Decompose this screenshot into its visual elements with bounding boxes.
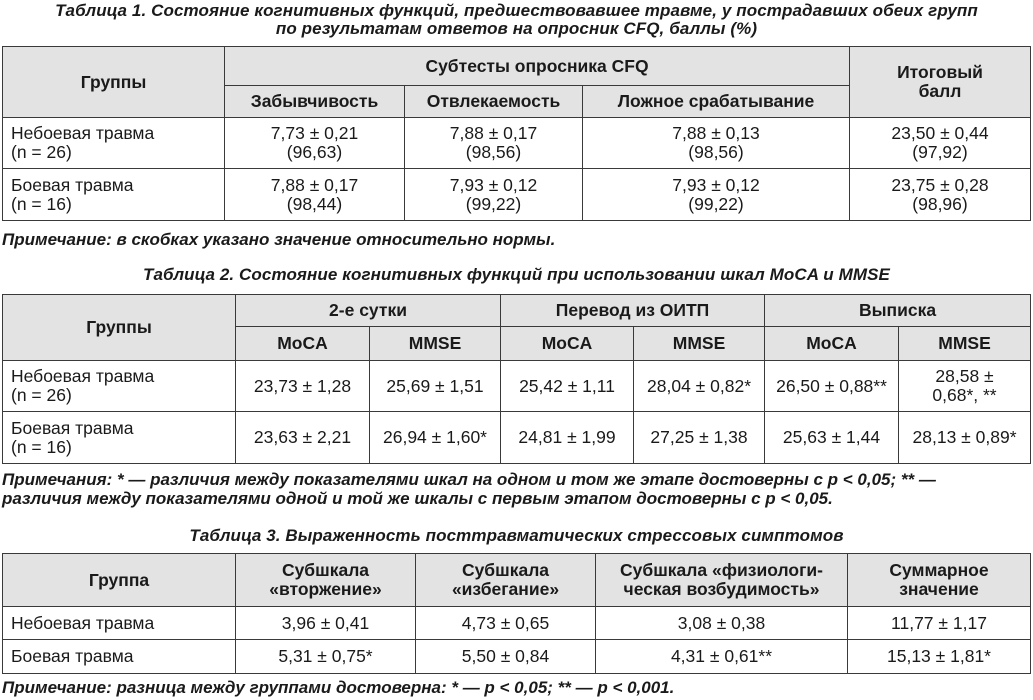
- table2-note-line2: различия между показателями одной и той же шкалы с первым этапом достоверны с p < 0,05.: [2, 489, 833, 508]
- table2-header-mmse: MMSE: [899, 327, 1031, 361]
- table3-caption: Таблица 3. Выраженность посттравматических стрессовых симптомов: [189, 526, 844, 545]
- row-group: Боевая травма: [3, 640, 236, 674]
- table-row: [3, 412, 1031, 464]
- table2-header-mmse: MMSE: [634, 327, 765, 361]
- row-group: Небоевая травма (n = 26): [3, 361, 236, 412]
- cell-value: 4,73 ± 0,65: [416, 607, 596, 640]
- table2-header-moca: MoCA: [765, 327, 899, 361]
- table2-header-discharge: Выписка: [765, 295, 1031, 327]
- cell-value: 26,50 ± 0,88**: [765, 361, 899, 412]
- cell-value: 23,50 ± 0,44 (97,92): [850, 118, 1031, 169]
- table-row: [3, 169, 1031, 221]
- table3-header-group: Группа: [3, 554, 236, 607]
- cell-value: 25,42 ± 1,11: [501, 361, 634, 412]
- cell-value: 7,73 ± 0,21 (96,63): [225, 118, 405, 169]
- cell-value: 4,31 ± 0,61**: [596, 640, 848, 674]
- table1-header-distractibility: Отвлекаемость: [405, 86, 583, 118]
- cell-value: 27,25 ± 1,38: [634, 412, 765, 464]
- table2-note: [0, 470, 936, 508]
- cell-value: 28,04 ± 0,82*: [634, 361, 765, 412]
- table-row: [3, 607, 1031, 640]
- table1-caption: [0, 2, 1033, 38]
- cell-value: 28,13 ± 0,89*: [899, 412, 1031, 464]
- cell-value: 23,75 ± 0,28 (98,96): [850, 169, 1031, 221]
- table-row: [3, 640, 1031, 674]
- table1-note: Примечание: в скобках указано значение относительно нормы.: [2, 230, 556, 249]
- table2-header-groups: Группы: [3, 295, 236, 361]
- table1-caption-line1: Таблица 1. Состояние когнитивных функций, предшествовавшее травме, у пострадавших обеих групп: [55, 1, 978, 20]
- table1-header-false-triggering: Ложное срабатывание: [583, 86, 850, 118]
- table1-header-subtests: Субтесты опросника CFQ: [225, 47, 850, 86]
- row-group: Небоевая травма (n = 26): [3, 118, 225, 169]
- cell-value: 15,13 ± 1,81*: [848, 640, 1031, 674]
- cell-value: 7,88 ± 0,13 (98,56): [583, 118, 850, 169]
- row-group: Боевая травма (n = 16): [3, 412, 236, 464]
- row-group: Боевая травма (n = 16): [3, 169, 225, 221]
- cell-value: 3,96 ± 0,41: [236, 607, 416, 640]
- cell-value: 7,93 ± 0,12 (99,22): [405, 169, 583, 221]
- table3-note: Примечание: разница между группами достоверна: * — p < 0,05; ** — p < 0,001.: [2, 678, 675, 697]
- cell-value: 7,88 ± 0,17 (98,44): [225, 169, 405, 221]
- cell-value: 5,31 ± 0,75*: [236, 640, 416, 674]
- table1-header-forgetfulness: Забывчивость: [225, 86, 405, 118]
- table3: [2, 553, 1031, 674]
- table1: [2, 46, 1031, 221]
- table2-header-day2: 2-е сутки: [236, 295, 501, 327]
- table3-header-intrusion: Субшкала «вторжение»: [236, 554, 416, 607]
- table3-header-avoidance: Субшкала «избегание»: [416, 554, 596, 607]
- table2-caption: Таблица 2. Состояние когнитивных функций при использовании шкал MoCA и MMSE: [143, 265, 890, 284]
- cell-value: 25,69 ± 1,51: [370, 361, 501, 412]
- table3-header-arousal: Субшкала «физиологи- ческая возбудимость»: [596, 554, 848, 607]
- cell-value: 24,81 ± 1,99: [501, 412, 634, 464]
- cell-value: 23,63 ± 2,21: [236, 412, 370, 464]
- cell-value: 7,93 ± 0,12 (99,22): [583, 169, 850, 221]
- row-group: Небоевая травма: [3, 607, 236, 640]
- table-row: [3, 118, 1031, 169]
- table-row: [3, 361, 1031, 412]
- table1-caption-line2: по результатам ответов на опросник CFQ, баллы (%): [275, 19, 758, 38]
- table2-header-moca: MoCA: [501, 327, 634, 361]
- table2-header-mmse: MMSE: [370, 327, 501, 361]
- cell-value: 26,94 ± 1,60*: [370, 412, 501, 464]
- cell-value: 25,63 ± 1,44: [765, 412, 899, 464]
- cell-value: 11,77 ± 1,17: [848, 607, 1031, 640]
- table2-header-moca: MoCA: [236, 327, 370, 361]
- table2-header-transfer: Перевод из ОИТП: [501, 295, 765, 327]
- table1-header-groups: Группы: [3, 47, 225, 118]
- cell-value: 23,73 ± 1,28: [236, 361, 370, 412]
- table2-note-line1: Примечания: * — различия между показателями шкал на одном и том же этапе достоверны с p < 0,05; ** —: [2, 470, 936, 489]
- cell-value: 3,08 ± 0,38: [596, 607, 848, 640]
- cell-value: 5,50 ± 0,84: [416, 640, 596, 674]
- cell-value: 7,88 ± 0,17 (98,56): [405, 118, 583, 169]
- table3-header-total: Суммарное значение: [848, 554, 1031, 607]
- table2: [2, 294, 1031, 464]
- cell-value: 28,58 ± 0,68*, **: [899, 361, 1031, 412]
- table1-header-total: Итоговый балл: [850, 47, 1031, 118]
